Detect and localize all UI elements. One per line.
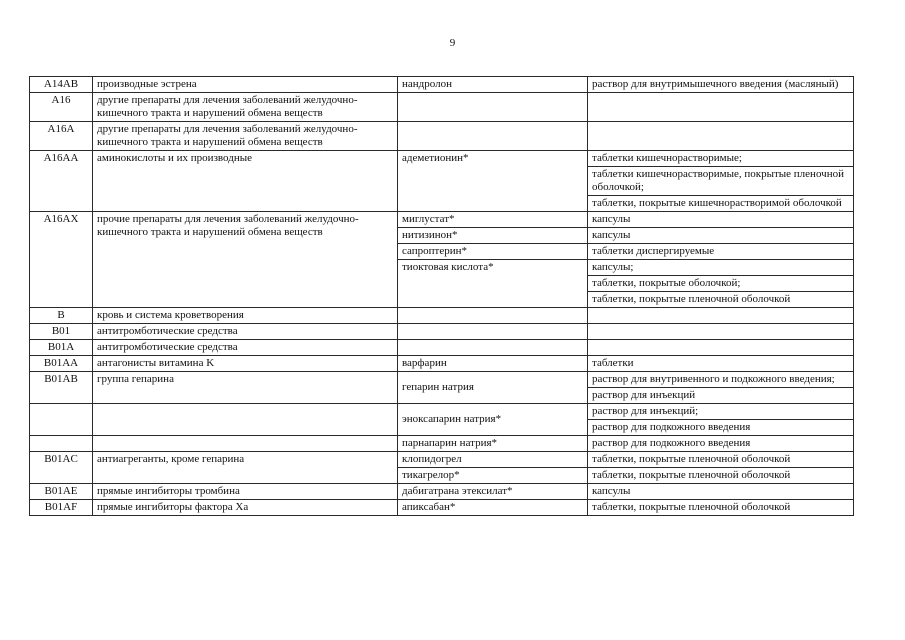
drug-name: гепарин натрия: [398, 372, 588, 404]
table-row: [30, 436, 854, 452]
table-row: [30, 93, 854, 122]
group-name: кровь и система кроветворения: [93, 308, 398, 324]
drug-name: нитизинон*: [398, 228, 588, 244]
dosage-form: таблетки диспергируемые: [588, 244, 854, 260]
dosage-form: раствор для внутримышечного введения (масляный): [588, 77, 854, 93]
dosage-form: капсулы: [588, 212, 854, 228]
drug-name-empty: [398, 324, 588, 340]
group-name: производные эстрена: [93, 77, 398, 93]
group-name: антитромботические средства: [93, 340, 398, 356]
drug-name: сапроптерин*: [398, 244, 588, 260]
table-row: [30, 340, 854, 356]
drug-name: дабигатрана этексилат*: [398, 484, 588, 500]
dosage-form: раствор для инъекций: [588, 388, 854, 404]
atc-code: B01: [30, 324, 93, 340]
dosage-form: таблетки, покрытые пленочной оболочкой: [588, 292, 854, 308]
dosage-form: капсулы;: [588, 260, 854, 276]
dosage-form-empty: [588, 324, 854, 340]
group-name: другие препараты для лечения заболеваний желудочно-кишечного тракта и нарушений обмена веществ: [93, 93, 398, 122]
dosage-form: таблетки, покрытые пленочной оболочкой: [588, 500, 854, 516]
drug-list-table: [29, 76, 854, 516]
table-row: [30, 404, 854, 420]
table-row: [30, 500, 854, 516]
table-row: [30, 151, 854, 167]
dosage-form: раствор для инъекций;: [588, 404, 854, 420]
atc-code: A16AX: [30, 212, 93, 308]
drug-name-empty: [398, 122, 588, 151]
dosage-form: таблетки, покрытые пленочной оболочкой: [588, 468, 854, 484]
drug-name: клопидогрел: [398, 452, 588, 468]
table-row: [30, 122, 854, 151]
atc-code: B01AC: [30, 452, 93, 484]
table-row: [30, 212, 854, 228]
table-row: [30, 452, 854, 468]
table-row: [30, 324, 854, 340]
table-row: [30, 484, 854, 500]
drug-name: миглустат*: [398, 212, 588, 228]
atc-code: B01A: [30, 340, 93, 356]
drug-name: эноксапарин натрия*: [398, 404, 588, 436]
dosage-form-empty: [588, 308, 854, 324]
drug-name: тикагрелор*: [398, 468, 588, 484]
atc-code: B01AA: [30, 356, 93, 372]
atc-code: B: [30, 308, 93, 324]
group-name: антитромботические средства: [93, 324, 398, 340]
table-row: [30, 356, 854, 372]
atc-code: B01AB: [30, 372, 93, 404]
group-name-empty: [93, 404, 398, 436]
group-name: прочие препараты для лечения заболеваний желудочно-кишечного тракта и нарушений обмена веществ: [93, 212, 398, 308]
dosage-form: раствор для подкожного введения: [588, 436, 854, 452]
group-name: антагонисты витамина K: [93, 356, 398, 372]
group-name: прямые ингибиторы тромбина: [93, 484, 398, 500]
atc-code: A16: [30, 93, 93, 122]
dosage-form: таблетки: [588, 356, 854, 372]
dosage-form: капсулы: [588, 484, 854, 500]
dosage-form: раствор для подкожного введения: [588, 420, 854, 436]
drug-name: апиксабан*: [398, 500, 588, 516]
dosage-form: таблетки кишечнорастворимые;: [588, 151, 854, 167]
drug-name: адеметионин*: [398, 151, 588, 212]
table-row: [30, 77, 854, 93]
dosage-form: таблетки, покрытые кишечнорастворимой оболочкой: [588, 196, 854, 212]
table-row: [30, 372, 854, 388]
drug-name: парнапарин натрия*: [398, 436, 588, 452]
atc-code: A14AB: [30, 77, 93, 93]
dosage-form: капсулы: [588, 228, 854, 244]
group-name: другие препараты для лечения заболеваний желудочно-кишечного тракта и нарушений обмена веществ: [93, 122, 398, 151]
drug-name-empty: [398, 340, 588, 356]
atc-code-empty: [30, 404, 93, 436]
atc-code-empty: [30, 436, 93, 452]
dosage-form: раствор для внутривенного и подкожного введения;: [588, 372, 854, 388]
dosage-form: таблетки, покрытые оболочкой;: [588, 276, 854, 292]
drug-name-empty: [398, 308, 588, 324]
table-row: [30, 308, 854, 324]
dosage-form-empty: [588, 340, 854, 356]
dosage-form-empty: [588, 122, 854, 151]
drug-name: тиоктовая кислота*: [398, 260, 588, 308]
atc-code: B01AE: [30, 484, 93, 500]
group-name: антиагреганты, кроме гепарина: [93, 452, 398, 484]
group-name: прямые ингибиторы фактора Xa: [93, 500, 398, 516]
drug-name: варфарин: [398, 356, 588, 372]
atc-code: A16AA: [30, 151, 93, 212]
drug-name: нандролон: [398, 77, 588, 93]
drug-name-empty: [398, 93, 588, 122]
atc-code: A16A: [30, 122, 93, 151]
dosage-form: таблетки, покрытые пленочной оболочкой: [588, 452, 854, 468]
dosage-form: таблетки кишечнорастворимые, покрытые пленочной оболочкой;: [588, 167, 854, 196]
page-number: 9: [449, 37, 456, 49]
group-name: группа гепарина: [93, 372, 398, 404]
atc-code: B01AF: [30, 500, 93, 516]
dosage-form-empty: [588, 93, 854, 122]
group-name: аминокислоты и их производные: [93, 151, 398, 212]
group-name-empty: [93, 436, 398, 452]
